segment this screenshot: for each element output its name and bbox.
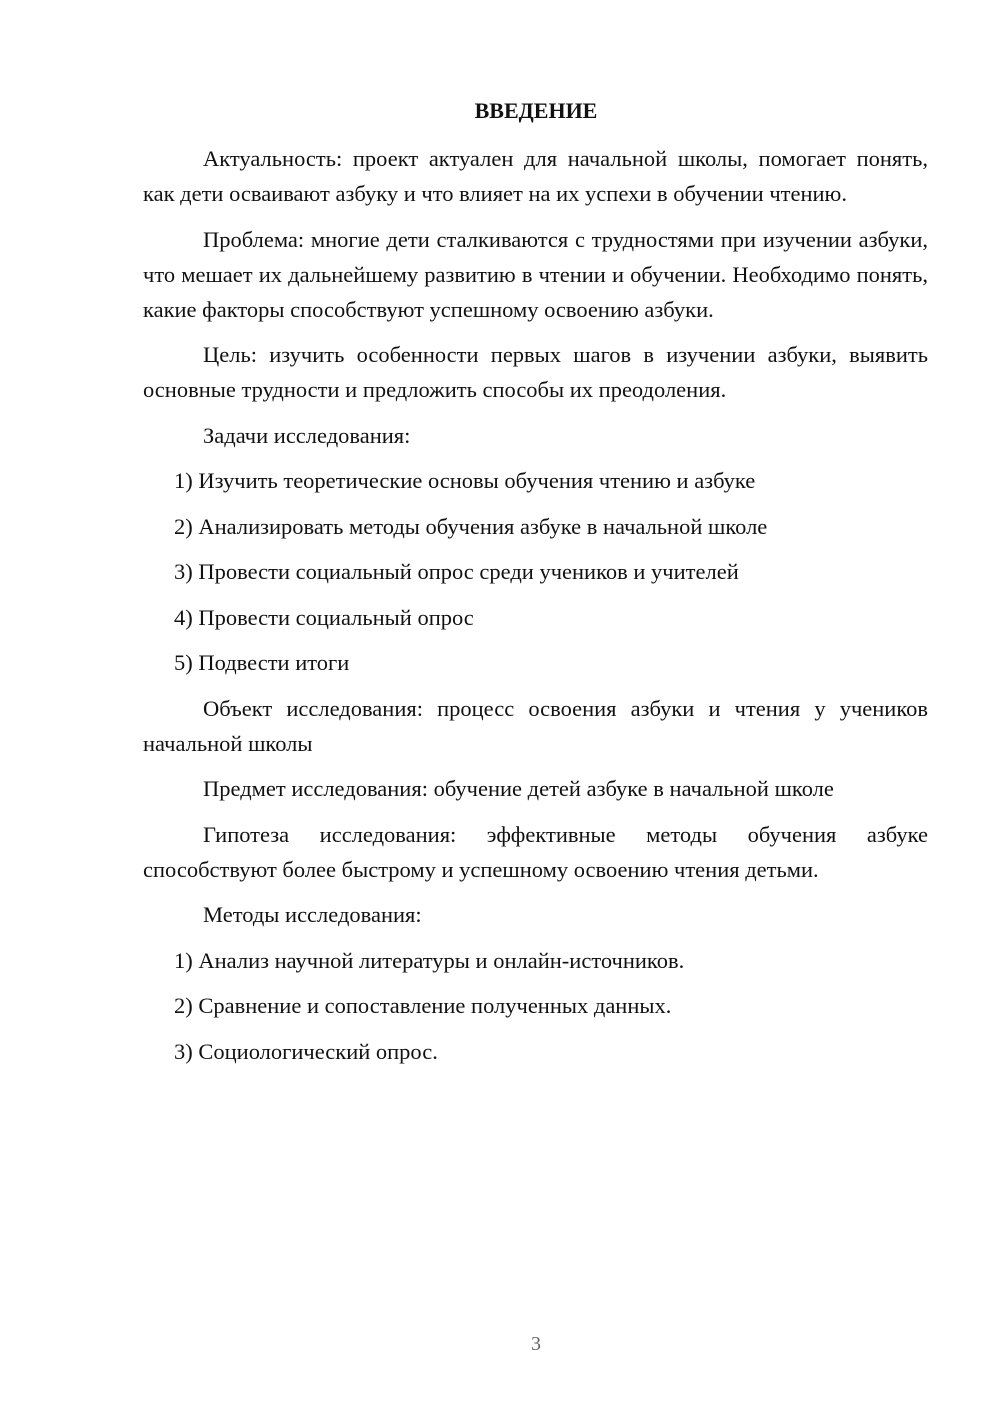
list-item: 2) Сравнение и сопоставление полученных данных. <box>174 993 672 1018</box>
list-item: 1) Анализ научной литературы и онлайн-источников. <box>174 947 685 973</box>
problem-paragraph: Проблема: многие дети сталкиваются с трудностями при изучении азбуки, что мешает их дальнейшему развитию в чтении и обучении. Необходимо понять, какие факторы способствуют успешному освоению азбуки. <box>143 226 928 322</box>
tasks-heading: Задачи исследования: <box>203 422 411 448</box>
document-body <box>143 141 928 1079</box>
methods-list <box>143 943 928 1069</box>
list-item: 5) Подвести итоги <box>174 650 350 675</box>
list-item: 1) Изучить теоретические основы обучения чтению и азбуке <box>174 468 756 493</box>
list-item: 3) Провести социальный опрос среди учеников и учителей <box>174 559 739 584</box>
list-item: 4) Провести социальный опрос <box>174 604 474 630</box>
hypothesis-paragraph: Гипотеза исследования: эффективные методы обучения азбуке способствуют более быстрому и успешному освоению чтения детьми. <box>143 821 928 882</box>
list-item: 3) Социологический опрос. <box>174 1038 438 1064</box>
goal-paragraph: Цель: изучить особенности первых шагов в изучении азбуки, выявить основные трудности и предложить способы их преодоления. <box>143 342 928 402</box>
page-number: 3 <box>531 1333 541 1355</box>
page-title: ВВЕДЕНИЕ <box>474 98 598 123</box>
relevance-paragraph: Актуальность: проект актуален для начальной школы, помогает понять, как дети осваивают азбуку и что влияет на их успехи в обучении чтению. <box>143 146 928 206</box>
tasks-list <box>143 463 928 680</box>
object-paragraph: Объект исследования: процесс освоения азбуки и чтения у учеников начальной школы <box>143 695 928 756</box>
subject-paragraph: Предмет исследования: обучение детей азбуке в начальной школе <box>203 776 834 801</box>
methods-heading: Методы исследования: <box>203 902 422 927</box>
list-item: 2) Анализировать методы обучения азбуке в начальной школе <box>174 513 768 539</box>
